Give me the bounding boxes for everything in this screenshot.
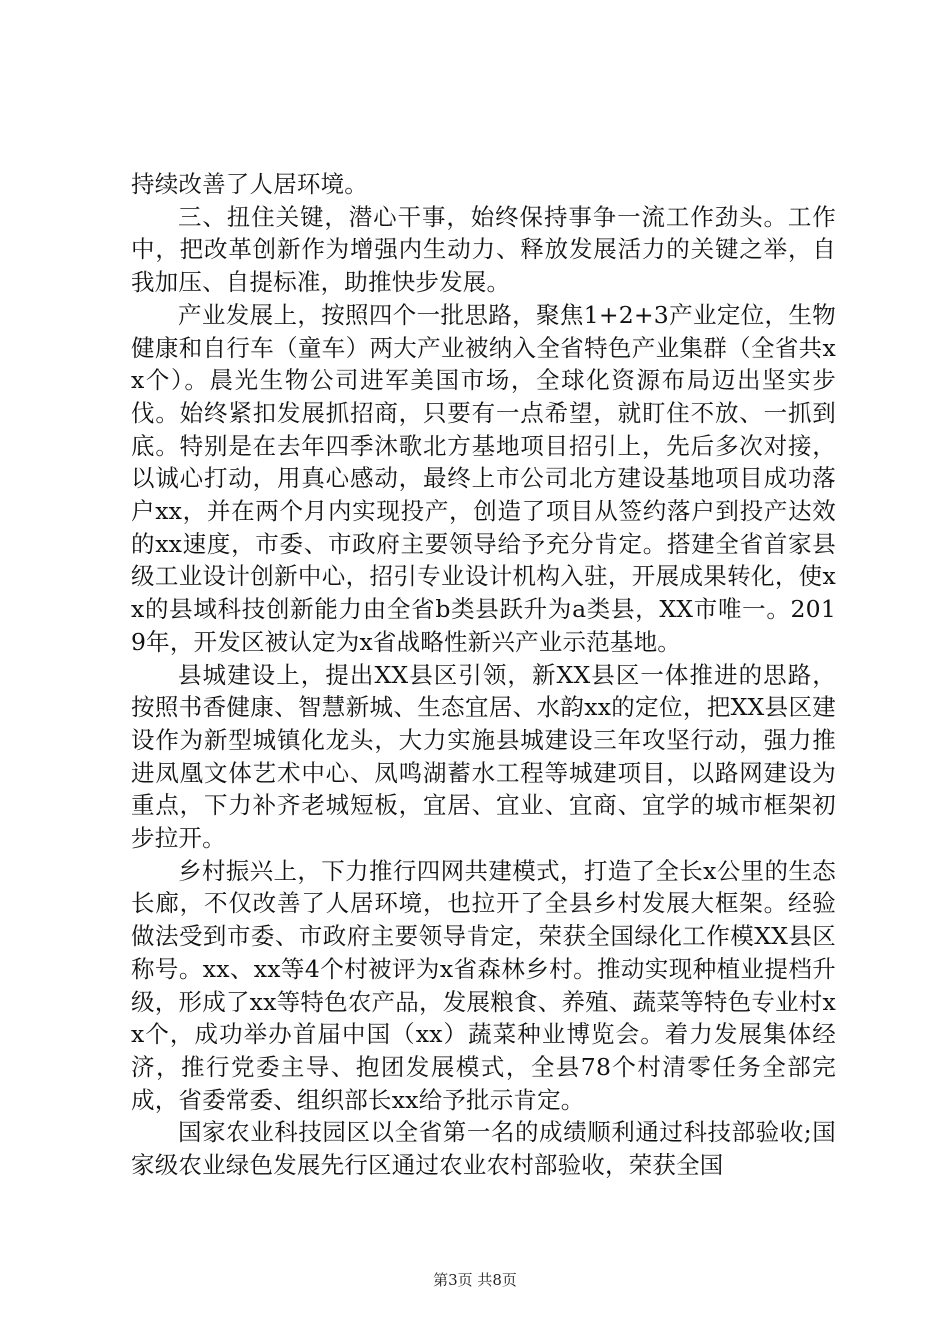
paragraph-county-construction: 县城建设上，提出XX县区引领，新XX县区一体推进的思路，按照书香健康、智慧新城、生态宜居、水韵xx的定位，把XX县区建设作为新型城镇化龙头，大力实施县城建设三年攻坚行动，强力推进凤凰文体艺术中心、凤鸣湖蓄水工程等城建项目，以路网建设为重点，下力补齐老城短板，宜居、宜业、宜商、宜学的城市框架初步拉开。 bbox=[131, 660, 836, 853]
paragraph-agri-tech-park: 国家农业科技园区以全省第一名的成绩顺利通过科技部验收;国家级农业绿色发展先行区通过农业农村部验收，荣获全国 bbox=[131, 1118, 836, 1180]
paragraph-industry-development: 产业发展上，按照四个一批思路，聚焦1+2+3产业定位，生物健康和自行车（童车）两大产业被纳入全省特色产业集群（全省共xx个）。晨光生物公司进军美国市场，全球化资源布局迈出坚实步伐。始终紧扣发展抓招商，只要有一点希望，就盯住不放、一抓到底。特别是在去年四季沐歌北方基地项目招引上，先后多次对接，以诚心打动，用真心感动，最终上市公司北方建设基地项目成功落户xx，并在两个月内实现投产，创造了项目从签约落户到投产达效的xx速度，市委、市政府主要领导给予充分肯定。搭建全省首家县级工业设计创新中心，招引专业设计机构入驻，开展成果转化，使xx的县域科技创新能力由全省b类县跃升为a类县，XX市唯一。2019年，开发区被认定为x省战略性新兴产业示范基地。 bbox=[131, 300, 836, 656]
document-body bbox=[131, 168, 836, 1182]
paragraph-rural-revitalization: 乡村振兴上，下力推行四网共建模式，打造了全长x公里的生态长廊，不仅改善了人居环境，也拉开了全县乡村发展大框架。经验做法受到市委、市政府主要领导肯定，荣获全国绿化工作模XX县区称号。xx、xx等4个村被评为x省森林乡村。推动实现种植业提档升级，形成了xx等特色农产品，发展粮食、养殖、蔬菜等特色专业村xx个，成功举办首届中国（xx）蔬菜种业博览会。着力发展集体经济，推行党委主导、抱团发展模式，全县78个村清零任务全部完成，省委常委、组织部长xx给予批示肯定。 bbox=[131, 856, 836, 1114]
paragraph-continuation: 持续改善了人居环境。 bbox=[131, 170, 368, 198]
page-footer: 第3页 共8页 bbox=[433, 1271, 517, 1289]
paragraph-section-three: 三、扭住关键，潜心干事，始终保持事争一流工作劲头。工作中，把改革创新作为增强内生动力、释放发展活力的关键之举，自我加压、自提标准，助推快步发展。 bbox=[131, 202, 836, 297]
